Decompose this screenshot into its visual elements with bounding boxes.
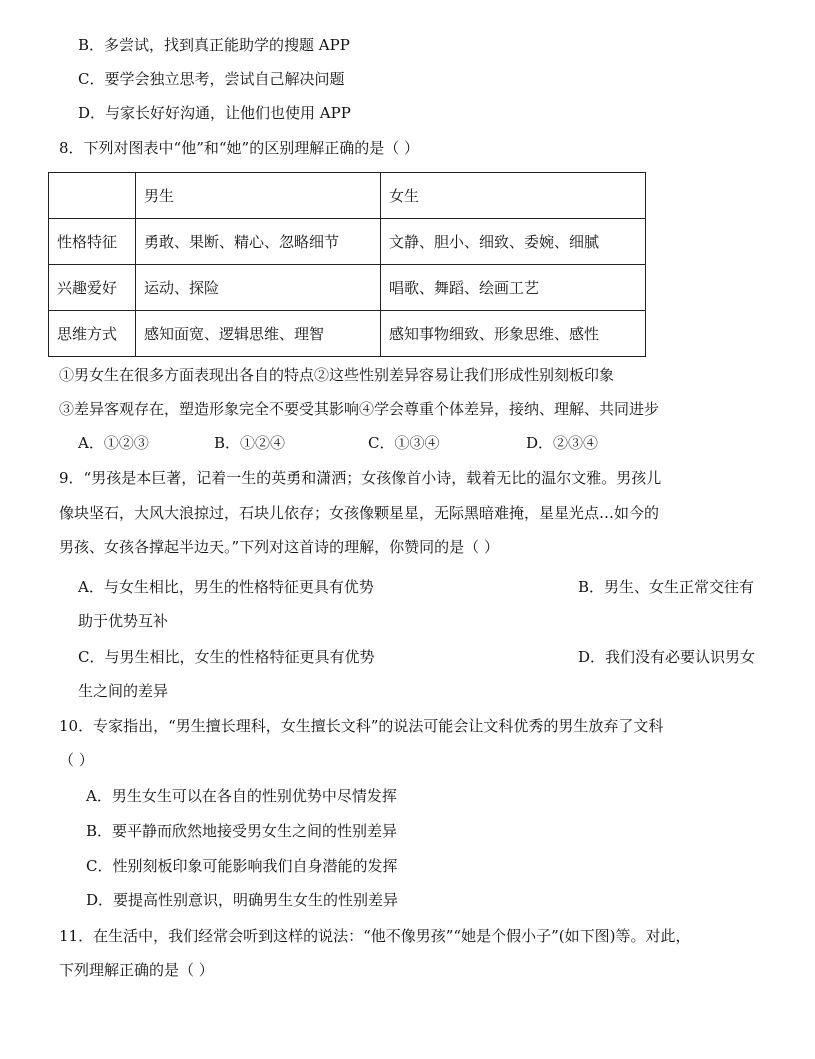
q9-option-b: B．男生、女生正常交往有	[578, 578, 755, 596]
q10-line-2: （ ）	[59, 751, 94, 769]
table-row	[49, 265, 646, 311]
q9-option-d: D．我们没有必要认识男女	[578, 648, 756, 666]
q8-option-c: C．①③④	[368, 434, 440, 452]
q8-option-a: A．①②③	[78, 434, 149, 452]
q8-options	[78, 433, 778, 453]
table-header-girls: 女生	[381, 173, 646, 219]
table-header-row	[49, 173, 646, 219]
table-cell	[49, 173, 136, 219]
q9-line-3: 男孩、女孩各撑起半边天。”下列对这首诗的理解，你赞同的是（ ）	[59, 538, 499, 556]
table-row-label: 性格特征	[49, 219, 136, 265]
table-row-label: 思维方式	[49, 311, 136, 357]
q10-option-a: A．男生女生可以在各自的性别优势中尽情发挥	[86, 787, 397, 805]
q9-line-1: 9．“男孩是本巨著，记着一生的英勇和潇洒；女孩像首小诗，载着无比的温尔文雅。男孩儿	[59, 469, 662, 487]
table-cell: 运动、探险	[136, 265, 381, 311]
q9-option-a: A．与女生相比，男生的性格特征更具有优势	[78, 578, 374, 596]
q9-line-2: 像块坚石，大风大浪掠过，石块儿依存；女孩像颗星星，无际黑暗难掩，星星光点…如今的	[59, 504, 660, 522]
table-row-label: 兴趣爱好	[49, 265, 136, 311]
table-row	[49, 219, 646, 265]
q9-option-b-continued: 助于优势互补	[78, 612, 169, 630]
q10-option-c: C．性别刻板印象可能影响我们自身潜能的发挥	[86, 857, 398, 875]
q10-option-d: D．要提高性别意识，明确男生女生的性别差异	[86, 891, 399, 909]
q8-option-d: D．②③④	[526, 434, 599, 452]
q8-statement-2: ③差异客观存在，塑造形象完全不要受其影响④学会尊重个体差异，接纳、理解、共同进步	[59, 400, 660, 418]
q8-statement-1: ①男女生在很多方面表现出各自的特点②这些性别差异容易让我们形成性别刻板印象	[59, 366, 615, 384]
q8-stem: 8．下列对图表中“他”和“她”的区别理解正确的是（ ）	[59, 139, 419, 157]
table-cell: 唱歌、舞蹈、绘画工艺	[381, 265, 646, 311]
table-row	[49, 311, 646, 357]
table-cell: 勇敢、果断、精心、忽略细节	[136, 219, 381, 265]
q8-option-b: B．①②④	[214, 434, 286, 452]
q11-line-2: 下列理解正确的是（ ）	[59, 961, 214, 979]
q10-line-1: 10．专家指出，“男生擅长理科，女生擅长文科”的说法可能会让文科优秀的男生放弃了文科	[59, 717, 664, 735]
q7-option-d: D．与家长好好沟通，让他们也使用 APP	[78, 104, 351, 122]
q7-option-b: B．多尝试，找到真正能助学的搜题 APP	[78, 36, 350, 54]
q7-option-c: C．要学会独立思考，尝试自己解决问题	[78, 70, 345, 88]
q10-option-b: B．要平静而欣然地接受男女生之间的性别差异	[86, 822, 398, 840]
table-cell: 感知事物细致、形象思维、感性	[381, 311, 646, 357]
q11-line-1: 11．在生活中，我们经常会听到这样的说法：“他不像男孩”“她是个假小子”(如下图)等。对此，	[59, 927, 691, 945]
table-cell: 文静、胆小、细致、委婉、细腻	[381, 219, 646, 265]
gender-comparison-table	[48, 172, 646, 357]
q9-option-c: C．与男生相比，女生的性格特征更具有优势	[78, 648, 375, 666]
table-header-boys: 男生	[136, 173, 381, 219]
table-cell: 感知面宽、逻辑思维、理智	[136, 311, 381, 357]
q9-option-d-continued: 生之间的差异	[78, 682, 169, 700]
